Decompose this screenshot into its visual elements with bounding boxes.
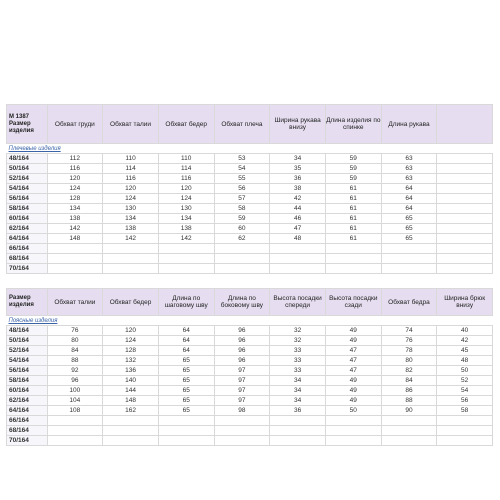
value-cell[interactable]: 48 [437, 356, 493, 366]
value-cell[interactable]: 64 [158, 336, 214, 346]
value-cell[interactable]: 80 [381, 356, 437, 366]
upper-column-header: Ширина рукава внизу [270, 105, 326, 144]
table-row [7, 366, 493, 376]
value-cell[interactable]: 88 [381, 396, 437, 406]
value-cell[interactable] [103, 426, 159, 436]
table-row [7, 376, 493, 386]
upper-size-header [7, 105, 48, 144]
value-cell[interactable] [214, 416, 270, 426]
upper-column-header: Обхват бедер [158, 105, 214, 144]
value-cell[interactable]: 42 [270, 194, 326, 204]
value-cell[interactable]: 82 [381, 366, 437, 376]
value-cell[interactable]: 42 [437, 336, 493, 346]
value-cell[interactable] [47, 244, 103, 254]
value-cell[interactable]: 47 [325, 346, 381, 356]
table-row [7, 436, 493, 446]
size-cell[interactable]: 64/164 [7, 406, 48, 416]
value-cell[interactable]: 138 [158, 224, 214, 234]
empty-cell[interactable] [437, 214, 493, 224]
table-row [7, 224, 493, 234]
value-cell[interactable]: 32 [270, 336, 326, 346]
value-cell[interactable]: 136 [103, 366, 159, 376]
value-cell[interactable] [325, 264, 381, 274]
size-cell[interactable]: 56/164 [7, 194, 48, 204]
value-cell[interactable]: 46 [270, 214, 326, 224]
value-cell[interactable]: 47 [325, 356, 381, 366]
value-cell[interactable]: 114 [158, 164, 214, 174]
value-cell[interactable]: 45 [437, 346, 493, 356]
table-row [7, 264, 493, 274]
value-cell[interactable]: 64 [381, 204, 437, 214]
value-cell[interactable]: 63 [381, 154, 437, 164]
value-cell[interactable]: 59 [325, 174, 381, 184]
empty-cell[interactable] [437, 174, 493, 184]
value-cell[interactable]: 56 [437, 396, 493, 406]
table-row [7, 154, 493, 164]
size-cell[interactable]: 70/164 [7, 436, 48, 446]
spacer-row [7, 274, 493, 289]
table-row [7, 174, 493, 184]
upper-empty-header [437, 105, 493, 144]
value-cell[interactable] [103, 436, 159, 446]
value-cell[interactable] [381, 426, 437, 436]
table-row [7, 336, 493, 346]
upper-header-row [7, 105, 493, 144]
empty-cell[interactable] [437, 224, 493, 234]
value-cell[interactable] [47, 426, 103, 436]
lower-column-header: Обхват талии [47, 289, 103, 316]
size-cell[interactable]: 64/164 [7, 234, 48, 244]
value-cell[interactable]: 140 [103, 376, 159, 386]
value-cell[interactable]: 52 [437, 376, 493, 386]
size-cell[interactable]: 52/164 [7, 174, 48, 184]
value-cell[interactable]: 33 [270, 366, 326, 376]
value-cell[interactable]: 40 [437, 326, 493, 336]
size-cell[interactable]: 70/164 [7, 264, 48, 274]
value-cell[interactable]: 97 [214, 396, 270, 406]
empty-cell[interactable] [437, 184, 493, 194]
value-cell[interactable]: 98 [214, 406, 270, 416]
value-cell[interactable]: 55 [214, 174, 270, 184]
value-cell[interactable]: 59 [325, 164, 381, 174]
upper-column-header: Длина изделия по спинке [325, 105, 381, 144]
table-row [7, 244, 493, 254]
value-cell[interactable]: 59 [325, 154, 381, 164]
value-cell[interactable]: 124 [158, 194, 214, 204]
value-cell[interactable]: 120 [103, 184, 159, 194]
value-cell[interactable]: 61 [325, 234, 381, 244]
value-cell[interactable] [381, 416, 437, 426]
upper-column-header: Обхват талии [103, 105, 159, 144]
value-cell[interactable]: 144 [103, 386, 159, 396]
value-cell[interactable]: 96 [214, 326, 270, 336]
value-cell[interactable]: 62 [214, 234, 270, 244]
value-cell[interactable]: 76 [47, 326, 103, 336]
upper-column-header: Обхват плеча [214, 105, 270, 144]
value-cell[interactable]: 49 [325, 376, 381, 386]
section-title-lower: Поясные изделия [7, 316, 493, 326]
value-cell[interactable]: 65 [158, 366, 214, 376]
value-cell[interactable]: 84 [381, 376, 437, 386]
value-cell[interactable] [103, 416, 159, 426]
value-cell[interactable]: 108 [47, 406, 103, 416]
size-cell[interactable]: 56/164 [7, 366, 48, 376]
upper-column-header: Длина рукава [381, 105, 437, 144]
section-title-upper: Плечевые изделия [7, 144, 493, 154]
value-cell[interactable] [47, 436, 103, 446]
value-cell[interactable]: 96 [214, 356, 270, 366]
value-cell[interactable]: 124 [47, 184, 103, 194]
size-cell[interactable]: 58/164 [7, 376, 48, 386]
size-cell[interactable]: 60/164 [7, 386, 48, 396]
table-row [7, 396, 493, 406]
model-code: М 1387 [9, 113, 30, 120]
value-cell[interactable]: 63 [381, 174, 437, 184]
table-row [7, 204, 493, 214]
value-cell[interactable]: 110 [158, 154, 214, 164]
value-cell[interactable]: 54 [214, 164, 270, 174]
value-cell[interactable]: 148 [103, 396, 159, 406]
lower-size-header [7, 289, 48, 316]
value-cell[interactable]: 86 [381, 386, 437, 396]
value-cell[interactable]: 33 [270, 356, 326, 366]
value-cell[interactable]: 138 [47, 214, 103, 224]
value-cell[interactable]: 32 [270, 326, 326, 336]
value-cell[interactable] [47, 254, 103, 264]
value-cell[interactable]: 65 [158, 406, 214, 416]
value-cell[interactable]: 90 [381, 406, 437, 416]
value-cell[interactable]: 97 [214, 376, 270, 386]
value-cell[interactable] [214, 426, 270, 436]
value-cell[interactable]: 48 [270, 234, 326, 244]
size-cell[interactable]: 52/164 [7, 346, 48, 356]
lower-column-header: Высота посадки сзади [325, 289, 381, 316]
value-cell[interactable]: 124 [103, 194, 159, 204]
value-cell[interactable]: 49 [325, 326, 381, 336]
empty-cell[interactable] [437, 234, 493, 244]
table-row [7, 234, 493, 244]
value-cell[interactable]: 104 [47, 396, 103, 406]
table-row [7, 194, 493, 204]
value-cell[interactable]: 49 [325, 386, 381, 396]
size-cell[interactable]: 66/164 [7, 244, 48, 254]
value-cell[interactable]: 130 [103, 204, 159, 214]
table-row [7, 426, 493, 436]
value-cell[interactable]: 61 [325, 204, 381, 214]
value-cell[interactable]: 33 [270, 346, 326, 356]
size-cell[interactable]: 50/164 [7, 164, 48, 174]
value-cell[interactable] [158, 254, 214, 264]
value-cell[interactable]: 34 [270, 154, 326, 164]
value-cell[interactable]: 120 [103, 326, 159, 336]
value-cell[interactable]: 128 [103, 346, 159, 356]
size-cell[interactable]: 48/164 [7, 154, 48, 164]
value-cell[interactable] [270, 426, 326, 436]
value-cell[interactable]: 138 [103, 224, 159, 234]
value-cell[interactable]: 65 [158, 376, 214, 386]
value-cell[interactable]: 65 [158, 396, 214, 406]
value-cell[interactable]: 65 [381, 224, 437, 234]
table-row [7, 346, 493, 356]
value-cell[interactable]: 44 [270, 204, 326, 214]
upper-column-header: Обхват груди [47, 105, 103, 144]
table-row [7, 416, 493, 426]
value-cell[interactable]: 100 [47, 386, 103, 396]
value-cell[interactable]: 134 [103, 214, 159, 224]
lower-section-row [7, 316, 493, 326]
value-cell[interactable] [325, 244, 381, 254]
value-cell[interactable]: 116 [103, 174, 159, 184]
lower-header-row [7, 289, 493, 316]
value-cell[interactable]: 88 [47, 356, 103, 366]
value-cell[interactable] [270, 436, 326, 446]
value-cell[interactable]: 132 [103, 356, 159, 366]
size-cell[interactable]: 58/164 [7, 204, 48, 214]
value-cell[interactable]: 128 [47, 194, 103, 204]
value-cell[interactable]: 49 [325, 336, 381, 346]
value-cell[interactable]: 61 [325, 184, 381, 194]
value-cell[interactable] [381, 244, 437, 254]
value-cell[interactable] [158, 436, 214, 446]
value-cell[interactable]: 38 [270, 184, 326, 194]
value-cell[interactable]: 74 [381, 326, 437, 336]
value-cell[interactable]: 130 [158, 204, 214, 214]
value-cell[interactable]: 96 [214, 346, 270, 356]
value-cell[interactable]: 36 [270, 174, 326, 184]
value-cell[interactable] [214, 436, 270, 446]
value-cell[interactable] [214, 244, 270, 254]
size-cell[interactable]: 54/164 [7, 356, 48, 366]
size-cell[interactable]: 62/164 [7, 224, 48, 234]
value-cell[interactable] [158, 426, 214, 436]
value-cell[interactable] [47, 416, 103, 426]
value-cell[interactable]: 78 [381, 346, 437, 356]
value-cell[interactable]: 35 [270, 164, 326, 174]
value-cell[interactable]: 49 [325, 396, 381, 406]
value-cell[interactable]: 65 [158, 386, 214, 396]
value-cell[interactable]: 96 [214, 336, 270, 346]
value-cell[interactable]: 110 [103, 154, 159, 164]
value-cell[interactable]: 162 [103, 406, 159, 416]
value-cell[interactable] [381, 436, 437, 446]
value-cell[interactable]: 34 [270, 376, 326, 386]
value-cell[interactable]: 97 [214, 386, 270, 396]
value-cell[interactable]: 76 [381, 336, 437, 346]
value-cell[interactable] [214, 254, 270, 264]
value-cell[interactable]: 120 [47, 174, 103, 184]
table-row [7, 254, 493, 264]
value-cell[interactable]: 120 [158, 184, 214, 194]
value-cell[interactable] [325, 426, 381, 436]
empty-cell[interactable] [437, 264, 493, 274]
table-row [7, 184, 493, 194]
empty-cell[interactable] [437, 244, 493, 254]
value-cell[interactable]: 64 [158, 326, 214, 336]
value-cell[interactable]: 58 [214, 204, 270, 214]
value-cell[interactable] [214, 264, 270, 274]
value-cell[interactable] [270, 244, 326, 254]
value-cell[interactable]: 54 [437, 386, 493, 396]
value-cell[interactable]: 65 [158, 356, 214, 366]
value-cell[interactable]: 134 [158, 214, 214, 224]
value-cell[interactable]: 65 [381, 234, 437, 244]
table-row [7, 406, 493, 416]
size-cell[interactable]: 48/164 [7, 326, 48, 336]
size-cell[interactable]: 68/164 [7, 254, 48, 264]
value-cell[interactable]: 65 [381, 214, 437, 224]
size-column-label: Размер изделия [9, 120, 34, 134]
value-cell[interactable]: 47 [325, 366, 381, 376]
value-cell[interactable]: 142 [47, 224, 103, 234]
value-cell[interactable]: 124 [103, 336, 159, 346]
value-cell[interactable]: 53 [214, 154, 270, 164]
value-cell[interactable] [381, 254, 437, 264]
value-cell[interactable]: 50 [437, 366, 493, 376]
value-cell[interactable] [158, 244, 214, 254]
value-cell[interactable]: 36 [270, 406, 326, 416]
value-cell[interactable]: 59 [214, 214, 270, 224]
table-row [7, 326, 493, 336]
value-cell[interactable]: 134 [47, 204, 103, 214]
value-cell[interactable]: 80 [47, 336, 103, 346]
size-cell[interactable]: 50/164 [7, 336, 48, 346]
value-cell[interactable] [437, 436, 493, 446]
value-cell[interactable]: 148 [47, 234, 103, 244]
value-cell[interactable] [103, 244, 159, 254]
value-cell[interactable]: 64 [158, 346, 214, 356]
lower-column-header: Ширина брюк внизу [437, 289, 493, 316]
value-cell[interactable]: 142 [103, 234, 159, 244]
value-cell[interactable] [158, 264, 214, 274]
value-cell[interactable]: 142 [158, 234, 214, 244]
value-cell[interactable] [325, 416, 381, 426]
size-cell[interactable]: 66/164 [7, 416, 48, 426]
table-row [7, 164, 493, 174]
value-cell[interactable] [47, 264, 103, 274]
lower-column-header: Длина по боковому шву [214, 289, 270, 316]
size-cell[interactable]: 54/164 [7, 184, 48, 194]
value-cell[interactable]: 64 [381, 184, 437, 194]
value-cell[interactable]: 56 [214, 184, 270, 194]
value-cell[interactable]: 34 [270, 396, 326, 406]
value-cell[interactable] [158, 416, 214, 426]
table-row [7, 356, 493, 366]
spacer-cell [7, 274, 493, 289]
value-cell[interactable] [270, 416, 326, 426]
size-column-label: Размер изделия [9, 295, 34, 308]
value-cell[interactable] [270, 254, 326, 264]
empty-cell[interactable] [437, 194, 493, 204]
empty-cell[interactable] [437, 154, 493, 164]
value-cell[interactable]: 114 [103, 164, 159, 174]
lower-column-header: Обхват бедра [381, 289, 437, 316]
value-cell[interactable] [103, 264, 159, 274]
lower-column-header: Длина по шаговому шву [158, 289, 214, 316]
empty-cell[interactable] [437, 254, 493, 264]
value-cell[interactable]: 97 [214, 366, 270, 376]
value-cell[interactable]: 64 [381, 194, 437, 204]
value-cell[interactable]: 84 [47, 346, 103, 356]
size-cell[interactable]: 62/164 [7, 396, 48, 406]
empty-cell[interactable] [437, 204, 493, 214]
value-cell[interactable]: 58 [437, 406, 493, 416]
value-cell[interactable]: 63 [381, 164, 437, 174]
value-cell[interactable] [437, 426, 493, 436]
value-cell[interactable]: 60 [214, 224, 270, 234]
value-cell[interactable]: 116 [158, 174, 214, 184]
value-cell[interactable]: 34 [270, 386, 326, 396]
value-cell[interactable]: 50 [325, 406, 381, 416]
value-cell[interactable]: 61 [325, 224, 381, 234]
value-cell[interactable] [103, 254, 159, 264]
size-table [6, 104, 493, 446]
size-cell[interactable]: 60/164 [7, 214, 48, 224]
value-cell[interactable] [325, 254, 381, 264]
value-cell[interactable] [381, 264, 437, 274]
lower-column-header: Обхват бедер [103, 289, 159, 316]
value-cell[interactable] [325, 436, 381, 446]
upper-section-row [7, 144, 493, 154]
value-cell[interactable]: 61 [325, 214, 381, 224]
value-cell[interactable]: 116 [47, 164, 103, 174]
value-cell[interactable]: 96 [47, 376, 103, 386]
value-cell[interactable]: 47 [270, 224, 326, 234]
value-cell[interactable]: 57 [214, 194, 270, 204]
table-row [7, 386, 493, 396]
value-cell[interactable] [437, 416, 493, 426]
size-cell[interactable]: 68/164 [7, 426, 48, 436]
value-cell[interactable]: 61 [325, 194, 381, 204]
value-cell[interactable] [270, 264, 326, 274]
value-cell[interactable]: 92 [47, 366, 103, 376]
empty-cell[interactable] [437, 164, 493, 174]
table-row [7, 214, 493, 224]
value-cell[interactable]: 112 [47, 154, 103, 164]
lower-column-header: Высота посадки спереди [270, 289, 326, 316]
spreadsheet [6, 104, 493, 446]
